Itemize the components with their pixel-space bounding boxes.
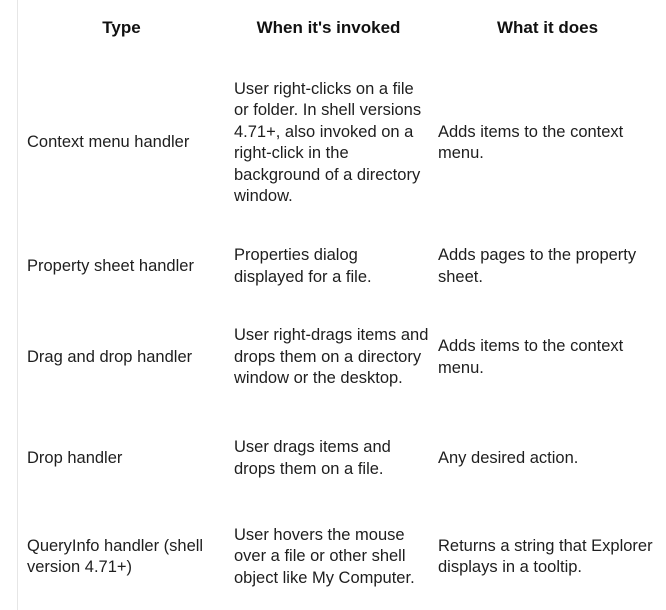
table-row — [18, 413, 663, 504]
cell-when-invoked: Properties dialog displayed for a file. — [234, 246, 372, 286]
cell-type: Drag and drop handler — [27, 347, 193, 366]
cell-type: Drop handler — [27, 448, 123, 467]
cell-what-it-does: Any desired action. — [438, 448, 579, 467]
cell-when-invoked: User drags items and drops them on a file. — [234, 438, 391, 478]
cell-when-invoked: User right-drags items and drops them on a directory window or the desktop. — [234, 326, 429, 388]
header-when-invoked: When it's invoked — [256, 17, 401, 37]
cell-type: QueryInfo handler (shell version 4.71+) — [27, 536, 204, 576]
shell-extension-table-container — [17, 0, 666, 610]
header-type: Type — [102, 17, 141, 37]
table-row — [18, 55, 663, 231]
cell-type: Property sheet handler — [27, 256, 194, 275]
table-row — [18, 231, 663, 302]
cell-what-it-does: Adds items to the context menu. — [438, 337, 624, 377]
cell-what-it-does: Returns a string that Explorer displays in a tooltip. — [438, 536, 653, 576]
cell-when-invoked: User hovers the mouse over a file or other shell object like My Computer. — [234, 525, 415, 587]
cell-what-it-does: Adds items to the context menu. — [438, 122, 624, 162]
cell-type: Context menu handler — [27, 133, 190, 152]
table-row — [18, 504, 663, 610]
shell-extension-handlers-table — [18, 0, 663, 610]
cell-when-invoked: User right-clicks on a file or folder. In shell versions 4.71+, also invoked on a right-click in the background of a directory window. — [234, 79, 422, 205]
table-header — [18, 0, 663, 55]
header-what-it-does: What it does — [496, 17, 599, 37]
table-row — [18, 302, 663, 413]
header-row — [18, 0, 663, 55]
cell-what-it-does: Adds pages to the property sheet. — [438, 246, 637, 286]
table-body — [18, 55, 663, 610]
